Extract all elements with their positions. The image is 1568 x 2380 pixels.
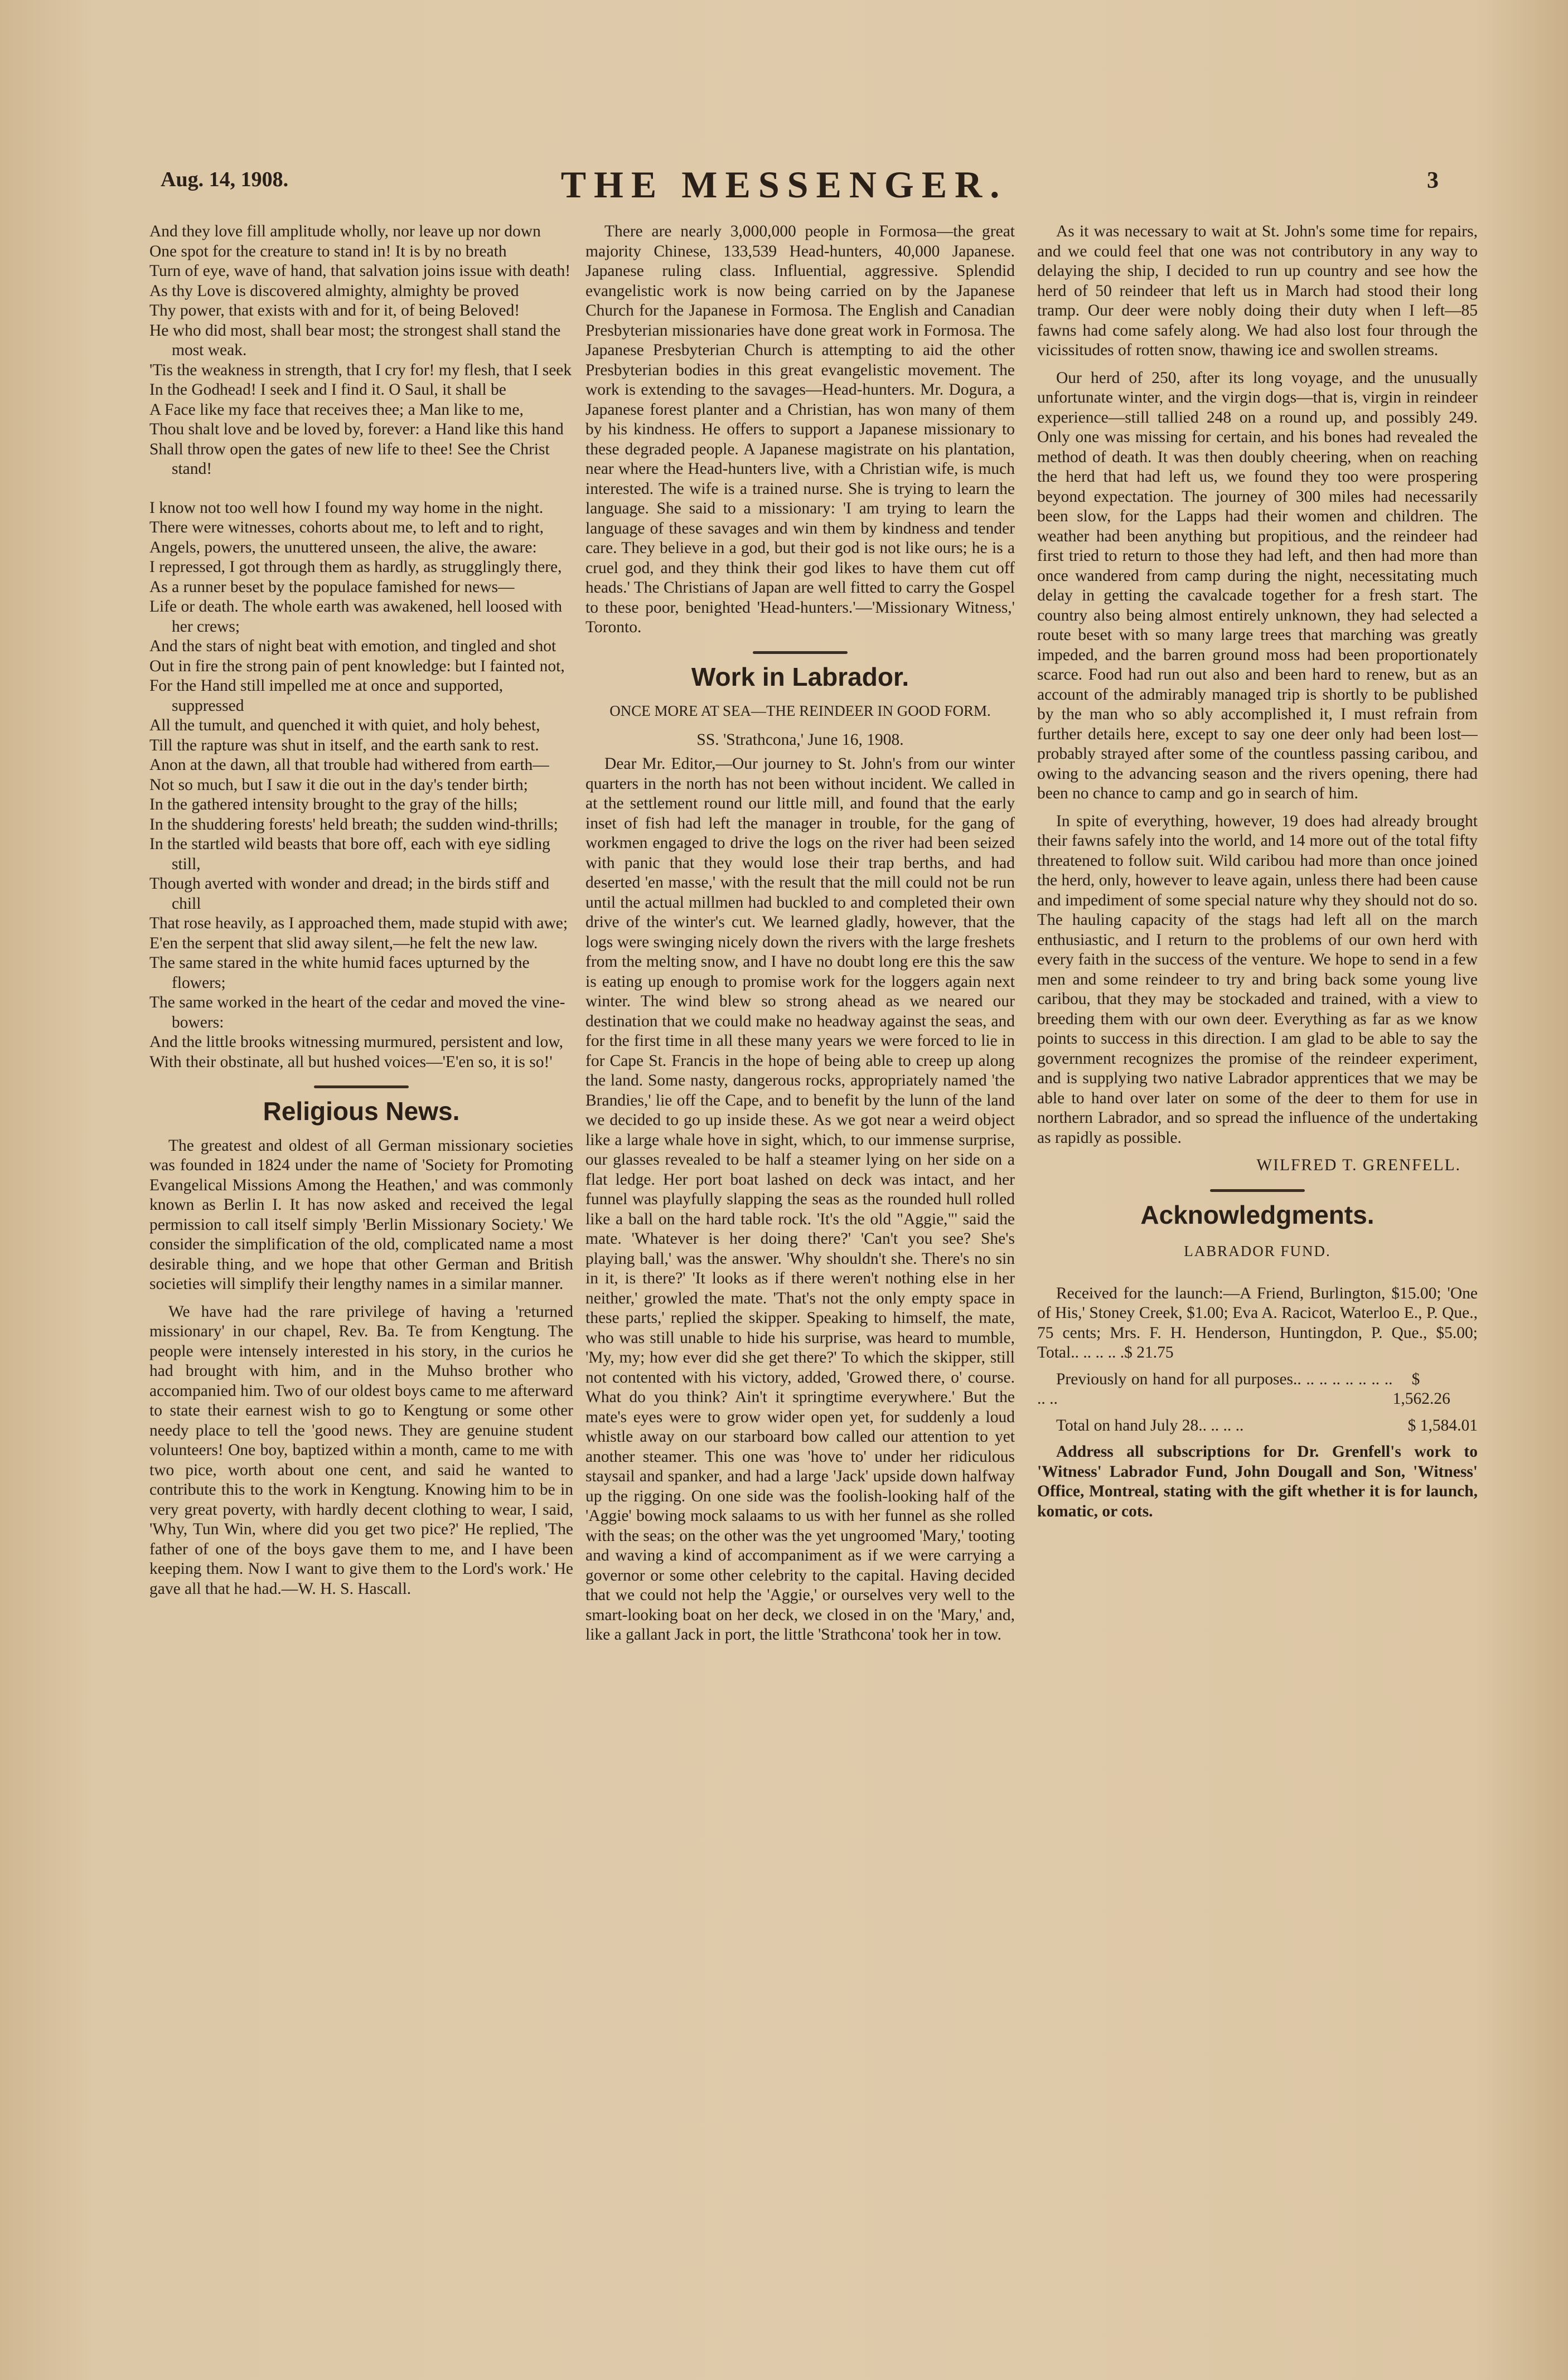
poem-line: Turn of eye, wave of hand, that salvation joins issue with death! [149, 262, 571, 280]
previously-label: Previously on hand for all purposes.. .. .. .. .. .. .. .. .. .. [1037, 1370, 1393, 1408]
poem-line: As a runner beset by the populace famished for news— [149, 578, 515, 596]
poem-line: And the little brooks witnessing murmured, persistent and low, [149, 1033, 564, 1051]
poem-line: In the startled wild beasts that bore off, each with eye sidling still, [149, 835, 550, 873]
poem-line: Angels, powers, the unuttered unseen, the alive, the aware: [149, 538, 537, 556]
column-right [1037, 222, 1478, 1528]
poem-line: With their obstinate, all but hushed voices—'E'en so, it is so!' [149, 1053, 553, 1071]
poem-line: I repressed, I got through them as hardly, as strugglingly there, [149, 558, 562, 576]
poem-line: He who did most, shall bear most; the strongest shall stand the most weak. [149, 321, 561, 359]
poem-line: Though averted with wonder and dread; in the birds stiff and chill [149, 875, 550, 913]
poem-line: And the stars of night beat with emotion, and tingled and shot [149, 637, 556, 655]
previously-row [1037, 1370, 1478, 1409]
poem-line: As thy Love is discovered almighty, almighty be proved [149, 282, 519, 300]
poem-line: There were witnesses, cohorts about me, to left and to right, [149, 518, 544, 536]
poem-line: I know not too well how I found my way home in the night. [149, 498, 544, 517]
labrador-body [585, 754, 1015, 1645]
paragraph: In spite of everything, however, 19 does had already brought their fawns safely into the world, and 14 more out of the total fifty threatened to follow suit. Wild caribou had more than once joined the herd, only, however to leave again, unless there had been cause and impediment of some special nature why they should not do so. The hauling capacity of the stags had left all on the march enthusiastic, and I return to the problems of our own herd with every faith in the success of the venture. We hope to send in a few men and some reindeer to try and bring back some young live caribou, that they may be stockaded and trained, with a view to breeding them with our own deer. Everything as far as we know points to success in this direction. I am glad to be able to say the government recognizes the promise of the reindeer experiment, and is supplying two native Labrador apprentices that we may be able to hand over later on some of the deer to them for use in northern Labrador, and so spread the influence of the undertaking as rapidly as possible. [1037, 812, 1478, 1147]
poem-line: Out in fire the strong pain of pent knowledge: but I fainted not, [149, 657, 565, 675]
religious-news-body [149, 1136, 573, 1599]
poem-line: In the gathered intensity brought to the gray of the hills; [149, 796, 518, 813]
poem-line: Shall throw open the gates of new life to thee! See the Christ stand! [149, 440, 550, 478]
paragraph: Our herd of 250, after its long voyage, and the unusually unfortunate winter, and the virgin dogs—that is, virgin in reindeer experience—still tallied 248 on a round up, and possibly 249. Only one was missing for certain, and his bones had revealed the method of death. It was then doubly cheering, when on reaching the herd that had left us, we found they too were prospering beyond expectation. The journey of 300 miles had necessarily been slow, for the Lapps had their women and children. The weather had been anything but propitious, and the reindeer had first tried to return to those they had left, and then had more than once wandered from camp during the night, necessitating much delay in getting the cavalcade together for a fresh start. The country also being almost entirely unknown, they had selected a route beset with so many large trees that marching was greatly impeded, and the barren ground moss had been proportionately scarce. Food had run out also and been hard to renew, but as an account of the admirably managed trip is shortly to be published by the man who so ably accomplished it, I must refrain from further details here, except to say one deer only had been lost—probably strayed after some of the countless passing caribou, and owing to the advancing season and the rivers opening, there had been no chance to camp and go in search of him. [1037, 369, 1478, 802]
paragraph: We have had the rare privilege of having a 'returned missionary' in our chapel, Rev. Ba. Te from Kengtung. The people were intensely interested in his story, in the curios he had brought with him, and in the Muhso brother who accompanied him. Two of our oldest boys came to me afterward to state their earnest wish to go to Kengtung or some other needy place to tell the 'good news. They are genuine student volunteers! One boy, baptized within a month, came to me with two pice, worth about one cent, and said he wanted to contribute this to the work in Kengtung. Knowing him to be in very great poverty, with hardly decent clothing to wear, I said, 'Why, Tun Win, where did you get two pice?' He replied, 'The father of one of the boys gave them to me, and I have been keeping them. Now I want to give them to the Lord's work.' He gave all that he had.—W. H. S. Hascall. [149, 1302, 573, 1598]
previously-value: $ 1,562.26 [1392, 1370, 1450, 1408]
labrador-dateline: SS. 'Strathcona,' June 16, 1908. [696, 730, 904, 749]
poem-line: One spot for the creature to stand in! It is by no breath [149, 242, 507, 260]
religious-news-continued [585, 222, 1015, 638]
poem-line: Thy power, that exists with and for it, of being Beloved! [149, 302, 520, 319]
total-label: Total on hand July 28.. .. .. .. [1056, 1416, 1244, 1434]
paragraph: As it was necessary to wait at St. John's some time for repairs, and we could feel that one was not contributory in any way to delaying the ship, I decided to run up country and see how the herd of 50 reindeer that left us in March had stood their long tramp. Our deer were nobly doing their duty when I left—85 fawns had come safely along. We had also lost four through the vicissitudes of rotten snow, thawing ice and swollen streams. [1037, 222, 1478, 359]
address-note: Address all subscriptions for Dr. Grenfell's work to 'Witness' Labrador Fund, John Dougall and Son, 'Witness' Office, Montreal, stating with the gift whether it is for launch, komatic, or cots. [1037, 1443, 1478, 1520]
acknowledgments-heading: Acknowledgments. [1140, 1200, 1375, 1229]
poem-line: Life or death. The whole earth was awakened, hell loosed with her crews; [149, 598, 562, 636]
paragraph: There are nearly 3,000,000 people in Formosa—the great majority Chinese, 133,539 Head-hunters, 40,000 Japanese. Japanese ruling class. Influential, aggressive. Splendid evangelistic work is now being carried on by the Japanese Church for the Japanese in Formosa. The English and Canadian Presbyterian missionaries have done great work in Formosa. The Japanese Presbyterian Church is attempting to aid the other Presbyterian bodies in this great evangelistic movement. The work is extending to the savages—Head-hunters. Mr. Dogura, a Japanese forest planter and a Christian, has won many of them by his kindness. He offers to support a Japanese missionary to these degraded people. A Japanese magistrate on his plantation, near where the Head-hunters live, with a Christian wife, is much interested. The wife is a trained nurse. She is trying to learn the language. She said to a missionary: 'I am trying to learn the language of these savages and win them by kindness and tender care. They believe in a god, but their god is not like ours; he is a cruel god, and they think their god likes to have them cut off heads.' The Christians of Japan are well fitted to carry the Gospel to these poor, benighted 'Head-hunters.'—'Missionary Witness,' Toronto. [585, 222, 1015, 636]
section-divider [1210, 1189, 1305, 1192]
column-left [149, 222, 573, 1607]
religious-news-heading: Religious News. [263, 1097, 460, 1126]
poem-line: The same stared in the white humid faces upturned by the flowers; [149, 954, 530, 992]
acknowledgments-body [1037, 1284, 1478, 1522]
section-divider [753, 651, 848, 654]
labrador-heading: Work in Labrador. [691, 662, 909, 691]
poem-line: 'Tis the weakness in strength, that I cry for! my flesh, that I seek [149, 361, 572, 379]
poem-line: Not so much, but I saw it die out in the day's tender birth; [149, 775, 528, 794]
fund-title: LABRADOR FUND. [1184, 1243, 1331, 1259]
poem-stanza-1 [149, 222, 573, 479]
poem-line: Till the rapture was shut in itself, and the earth sank to rest. [149, 736, 539, 754]
poem-line: That rose heavily, as I approached them, made stupid with awe; [149, 914, 568, 932]
total-row [1037, 1416, 1478, 1436]
issue-date: Aug. 14, 1908. [161, 168, 289, 191]
page-number: 3 [1427, 168, 1439, 193]
poem [149, 222, 573, 1072]
poem-line: Anon at the dawn, all that trouble had withered from earth— [149, 756, 549, 774]
poem-line: All the tumult, and quenched it with quiet, and holy behest, [149, 716, 540, 734]
column-middle [585, 222, 1015, 1653]
section-divider [314, 1085, 409, 1088]
total-value: $ 1,584.01 [1407, 1416, 1478, 1434]
paragraph: The greatest and oldest of all German missionary societies was founded in 1824 under the name of 'Society for Promoting Evangelical Missions Among the Heathen,' and was commonly known as Berlin I. It has now asked and received the legal permission to call itself simply 'Berlin Missionary Society.' We consider the simplification of the old, complicated name a most desirable thing, and we hope that other German and British societies will simplify their lengthy names in a similar manner. [149, 1136, 573, 1293]
page-header [0, 163, 1568, 213]
received-list: Received for the launch:—A Friend, Burlington, $15.00; 'One of His,' Stoney Creek, $1.00; Eva A. Racicot, Waterloo E., P. Que., 75 cents; Mrs. F. H. Henderson, Huntingdon, P. Que., $5.00; Total.. .. .. .. .$ 21.75 [1037, 1284, 1478, 1361]
paragraph: Dear Mr. Editor,—Our journey to St. John's from our winter quarters in the north has not been without incident. We called in at the settlement round our little mill, and found that the early inset of fish had left the manager in trouble, for the gang of workmen engaged to drive the logs on the river had been seized with panic that they would lose their trap berths, and had deserted 'en masse,' with the result that the mill could not be run until the actual millmen had buckled to and completed their own drive of the winter's cut. We learned gladly, however, that the logs were swinging nicely down the rivers with the large freshets from the melting snow, and I have no doubt long ere this the saw is eating up enough to promise work for the loggers again next winter. The wind blew so strong ahead as we neared our destination that we could make no headway against the seas, and for the first time in all these many years we were forced to lie in for Cape St. Francis in the hope of being able to creep up along the land. Some nasty, dangerous rocks, appropriately named 'the Brandies,' lie off the Cape, and to benefit by the lunn of the land we decided to go up inside these. As we got near a weird object like a large whale hove in sight, which, to our immense surprise, our glasses revealed to be half a steamer lying on her side on a flat ledge. Her port boat lashed on deck was intact, and her funnel was playfully slapping the seas as the rounded hull rolled like a ball on the hard table rock. 'It's the old "Aggie,"' said the mate. 'Whatever is her doing there?' 'Can't you see? She's playing ball,' was the answer. 'Why shouldn't she. There's no sin in it, is there?' 'It looks as if there weren't nothing else in her neither,' growled the mate. 'That's not the only empty space in these parts,' replied the skipper. Speaking to himself, the mate, who was still unable to hide his surprise, was heard to mumble, 'My, my; how ever did she get there?' To which the skipper, still not contented with his victory, added, 'Growed there, o' course. What do you think? Ain't it springtime everywhere.' But the mate's eyes were to grow wider open yet, for suddenly a loud whistle away on our starboard bow called our attention to yet another steamer. This one was 'hove to' under her ridiculous staysail and spanker, and had a large 'Jack' upside down halfway up the rigging. On one side was the foolish-looking half of the 'Aggie' bowing mock salaams to us with her funnel as she rolled with the seas; on the other was the yet ungroomed 'Mary,' tooting and waving a kind of accompaniment as if we were carrying a governor or some other celebrity to the capital. Having decided that we could not help the 'Aggie,' or ourselves very well to the smart-looking boat on her deck, we closed in on the 'Mary,' and, like a gallant Jack in port, the little 'Strathcona' took her in tow. [585, 755, 1015, 1644]
poem-line: In the Godhead! I seek and I find it. O Saul, it shall be [149, 381, 506, 399]
poem-stanza-2 [149, 498, 573, 1073]
poem-line: A Face like my face that receives thee; a Man like to me, [149, 400, 524, 419]
poem-line: And they love fill amplitude wholly, nor leave up nor down [149, 222, 541, 240]
poem-line: The same worked in the heart of the cedar and moved the vine-bowers: [149, 993, 565, 1031]
labrador-continued [1037, 222, 1478, 1148]
masthead-title: THE MESSENGER. [560, 163, 1008, 206]
poem-line: E'en the serpent that slid away silent,—he felt the new law. [149, 934, 538, 952]
poem-line: In the shuddering forests' held breath; the sudden wind-thrills; [149, 815, 558, 833]
signature: WILFRED T. GRENFELL. [1256, 1156, 1461, 1174]
poem-line: For the Hand still impelled me at once and supported, suppressed [149, 677, 504, 715]
labrador-subtitle: ONCE MORE AT SEA—THE REINDEER IN GOOD FORM. [609, 702, 991, 719]
poem-line: Thou shalt love and be loved by, forever: a Hand like this hand [149, 420, 564, 438]
